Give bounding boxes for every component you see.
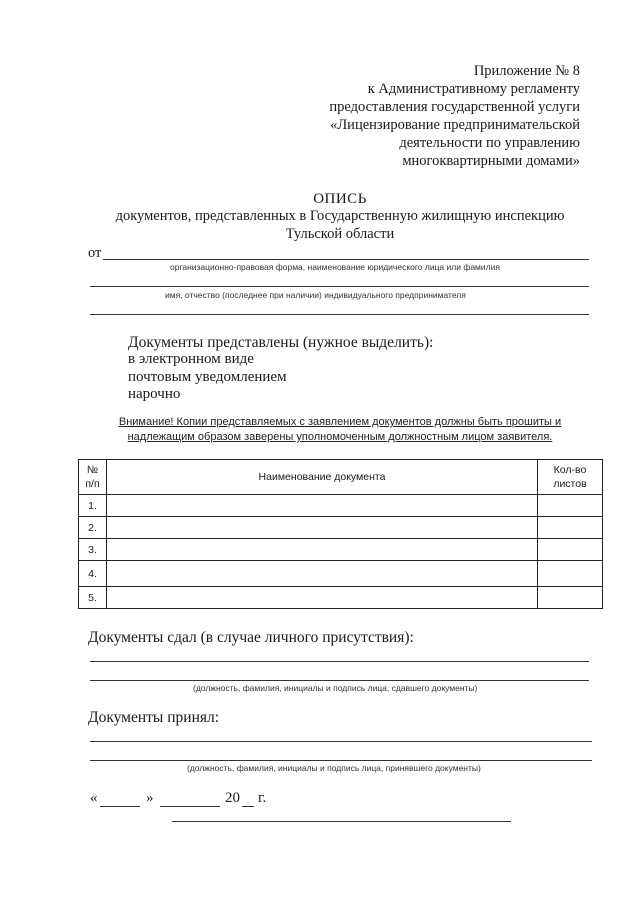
sheet-count-cell[interactable] [538, 587, 603, 609]
delivery-heading: Документы представлены (нужное выделить): [128, 334, 434, 351]
date-year-prefix: 20 [225, 790, 240, 806]
document-name-cell[interactable] [107, 561, 538, 587]
org-caption: организационно-правовая форма, наименование юридического лица или фамилия [170, 262, 500, 272]
date-year-suffix: г. [258, 790, 267, 806]
row-number: 4. [79, 561, 107, 587]
warning-line1: Внимание! Копии представляемых с заявлением документов должны быть прошиты и [118, 416, 562, 428]
date-open-quote: « [90, 790, 98, 806]
date-year-field[interactable] [242, 806, 254, 807]
signature-line[interactable] [172, 821, 511, 822]
warning-line2: надлежащим образом заверены уполномоченным должностным лицом заявителя. [127, 431, 553, 443]
document-subtitle-line1: документов, представленных в Государственную жилищную инспекцию [115, 208, 565, 224]
appendix-line: «Лицензирование предпринимательской [330, 117, 580, 133]
date-close-quote: » [146, 790, 154, 806]
delivery-option-in-person[interactable]: нарочно [128, 386, 181, 402]
appendix-line: многоквартирными домами» [402, 153, 580, 169]
delivery-option-electronic[interactable]: в электронном виде [128, 351, 254, 367]
sheet-count-cell[interactable] [538, 561, 603, 587]
sheet-count-cell[interactable] [538, 517, 603, 539]
sheet-count-cell[interactable] [538, 539, 603, 561]
column-header-count [538, 460, 603, 495]
date-day-field[interactable] [100, 806, 140, 807]
table-row [79, 539, 603, 561]
column-header-name: Наименование документа [107, 460, 538, 495]
document-title: ОПИСЬ [313, 191, 367, 207]
table-header-row [79, 460, 603, 495]
from-field-line-2[interactable] [90, 286, 589, 287]
row-number: 1. [79, 495, 107, 517]
documents-table [78, 459, 603, 609]
received-line-1[interactable] [90, 741, 592, 742]
appendix-line: Приложение № 8 [473, 63, 580, 79]
document-name-cell[interactable] [107, 517, 538, 539]
row-number: 3. [79, 539, 107, 561]
from-field-line-3[interactable] [90, 314, 589, 315]
from-field-line[interactable] [103, 259, 589, 260]
submitted-heading: Документы сдал (в случае личного присутствия): [88, 629, 414, 646]
column-header-number [79, 460, 107, 495]
submitted-line-1[interactable] [90, 661, 589, 662]
name-caption: имя, отчество (последнее при наличии) индивидуального предпринимателя [165, 290, 466, 300]
received-heading: Документы принял: [88, 709, 220, 726]
sheet-count-cell[interactable] [538, 495, 603, 517]
row-number: 5. [79, 587, 107, 609]
column-header-count-line2: листов [553, 478, 587, 490]
received-caption: (должность, фамилия, инициалы и подпись лица, принявшего документы) [187, 763, 481, 773]
appendix-line: к Административному регламенту [367, 81, 580, 97]
from-label: от [88, 245, 102, 261]
document-name-cell[interactable] [107, 539, 538, 561]
table-row [79, 517, 603, 539]
table-row [79, 561, 603, 587]
submitted-line-2[interactable] [90, 680, 589, 681]
column-header-number-line2: п/п [85, 478, 100, 490]
appendix-line: предоставления государственной услуги [329, 99, 580, 115]
document-name-cell[interactable] [107, 495, 538, 517]
column-header-count-line1: Кол-во [553, 464, 587, 476]
submitted-caption: (должность, фамилия, инициалы и подпись лица, сдавшего документы) [193, 683, 478, 693]
document-subtitle-line2: Тульской области [285, 226, 395, 242]
column-header-number-line1: № [86, 464, 99, 476]
received-line-2[interactable] [90, 760, 592, 761]
delivery-option-mail[interactable]: почтовым уведомлением [128, 369, 287, 385]
row-number: 2. [79, 517, 107, 539]
appendix-header [290, 62, 580, 170]
document-name-cell[interactable] [107, 587, 538, 609]
table-row [79, 587, 603, 609]
appendix-line: деятельности по управлению [399, 135, 580, 151]
table-row [79, 495, 603, 517]
date-month-field[interactable] [160, 806, 220, 807]
